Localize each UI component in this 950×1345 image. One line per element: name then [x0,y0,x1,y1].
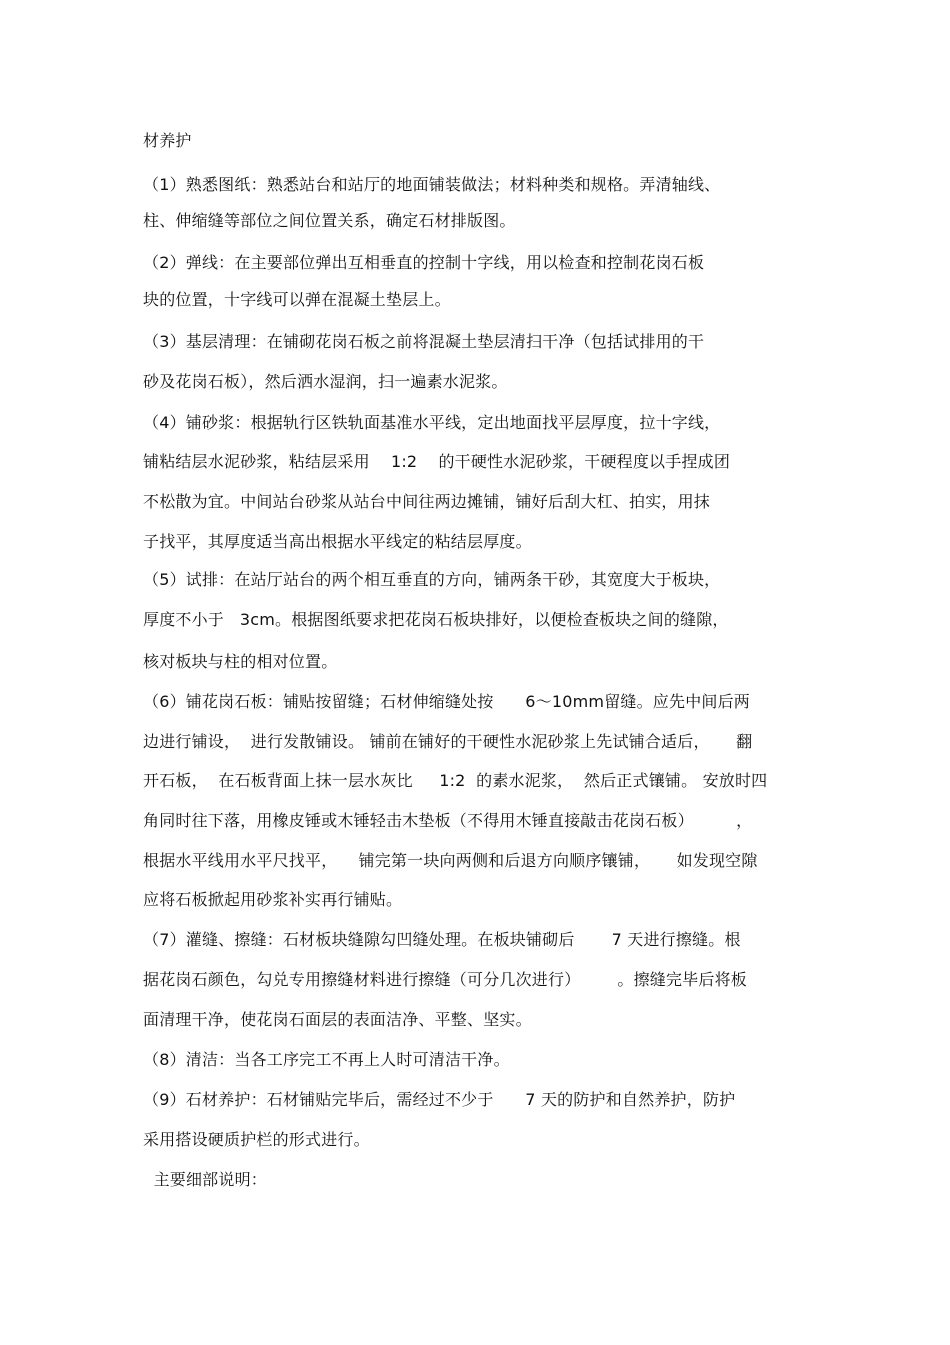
document-line: 根据水平线用水平尺找平， 铺完第一块向两侧和后退方向顺序镶铺， 如发现空隙 [143,851,758,870]
document-line: （1）熟悉图纸：熟悉站台和站厅的地面铺装做法；材料种类和规格。弄清轴线、 [143,175,721,194]
document-line: 应将石板掀起用砂浆补实再行铺贴。 [143,890,403,909]
document-line: （2）弹线：在主要部位弹出互相垂直的控制十字线，用以检查和控制花岗石板 [143,253,705,272]
document-line: 不松散为宜。中间站台砂浆从站台中间往两边摊铺，铺好后刮大杠、拍实，用抹 [143,492,711,511]
document-line: （8）清洁：当各工序完工不再上人时可清洁干净。 [143,1050,510,1069]
document-line: （4）铺砂浆：根据轨行区铁轨面基准水平线，定出地面找平层厚度，拉十字线， [143,413,721,432]
document-line: （9）石材养护：石材铺贴完毕后，需经过不少于 7 天的防护和自然养护，防护 [143,1090,736,1109]
document-line: 柱、伸缩缝等部位之间位置关系，确定石材排版图。 [143,211,516,230]
document-line: 开石板， 在石板背面上抹一层水灰比 1:2 的素水泥浆， 然后正式镶铺。 安放时四 [143,771,768,790]
document-line: 面清理干净，使花岗石面层的表面洁净、平整、坚实。 [143,1010,532,1029]
document-line: 材养护 [143,131,192,150]
document-line: （6）铺花岗石板：铺贴按留缝；石材伸缩缝处按 6～10mm留缝。应先中间后两 [143,692,751,711]
document-line: （7）灌缝、擦缝：石材板块缝隙勾凹缝处理。在板块铺砌后 7 天进行擦缝。根 [143,930,741,949]
document-line: （3）基层清理：在铺砌花岗石板之前将混凝土垫层清扫干净（包括试排用的干 [143,332,705,351]
document-line: 块的位置，十字线可以弹在混凝土垫层上。 [143,290,451,309]
document-line: 据花岗石颜色，勾兑专用擦缝材料进行擦缝（可分几次进行） 。擦缝完毕后将板 [143,970,748,989]
document-line: 砂及花岗石板），然后洒水湿润，扫一遍素水泥浆。 [143,372,508,391]
document-line: 边进行铺设， 进行发散铺设。 铺前在铺好的干硬性水泥砂浆上先试铺合适后， 翻 [143,732,753,751]
document-line: 主要细部说明： [143,1170,267,1189]
document-line: 厚度不小于 3cm。根据图纸要求把花岗石板块排好，以便检查板块之间的缝隙， [143,610,729,629]
document-line: 采用搭设硬质护栏的形式进行。 [143,1130,370,1149]
document-line: 角同时往下落，用橡皮锤或木锤轻击木垫板（不得用木锤直接敲击花岗石板） ， [143,811,753,830]
document-line: 子找平，其厚度适当高出根据水平线定的粘结层厚度。 [143,532,532,551]
document-line: 铺粘结层水泥砂浆，粘结层采用 1:2 的干硬性水泥砂浆，干硬程度以手捏成团 [143,452,731,471]
document-line: （5）试排：在站厅站台的两个相互垂直的方向，铺两条干砂，其宽度大于板块， [143,570,721,589]
document-line: 核对板块与柱的相对位置。 [143,652,338,671]
